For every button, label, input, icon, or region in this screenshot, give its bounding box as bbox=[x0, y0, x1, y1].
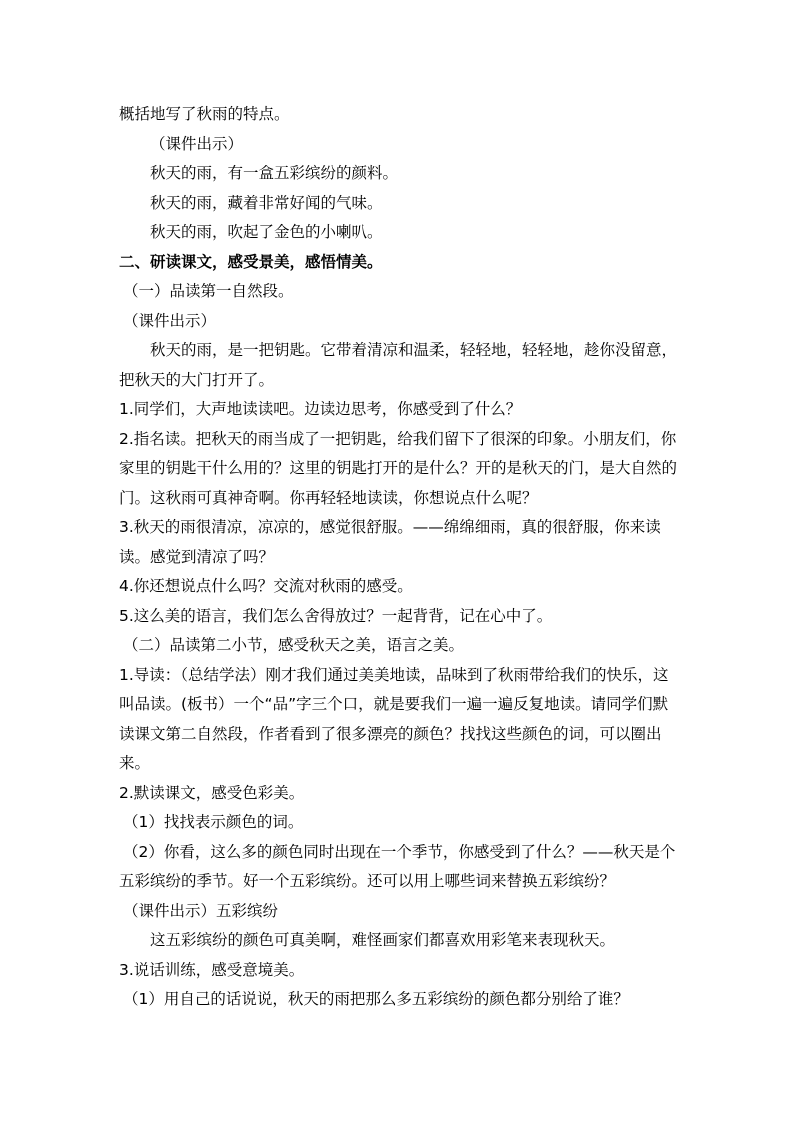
list-item: 3.秋天的雨很清凉，凉凉的，感觉很舒服。——绵绵细雨，真的很舒服，你来读读。感觉到清凉了吗？ bbox=[119, 518, 661, 566]
sub-list-item: （1）找找表示颜色的词。 bbox=[123, 813, 304, 831]
courseware-quote: 秋天的雨，是一把钥匙。它带着清凉和温柔，轻轻地，轻轻地，趁你没留意，把秋天的大门打开了。 bbox=[119, 341, 678, 389]
document-body bbox=[119, 100, 679, 1015]
list-item: 5.这么美的语言，我们怎么舍得放过？一起背背，记在心中了。 bbox=[119, 606, 553, 625]
section-heading: 二、研读课文，感受景美，感悟情美。 bbox=[119, 252, 383, 271]
list-item: 2.默读课文，感受色彩美。 bbox=[119, 783, 305, 802]
courseware-label: （课件出示） bbox=[123, 311, 217, 330]
list-item: 2.指名读。把秋天的雨当成了一把钥匙，给我们留下了很深的印象。小朋友们，你家里的钥匙干什么用的？这里的钥匙打开的是什么？开的是秋天的门，是大自然的门。这秋雨可真神奇啊。你再轻轻地读读，你想说点什么呢？ bbox=[119, 429, 678, 507]
list-item: 1.同学们，大声地读读吧。边读边思考，你感受到了什么？ bbox=[119, 400, 522, 418]
courseware-line: 秋天的雨，吹起了金色的小喇叭。 bbox=[150, 223, 383, 241]
sub-list-item: （1）用自己的话说说，秋天的雨把那么多五彩缤纷的颜色都分别给了谁？ bbox=[123, 990, 629, 1008]
subsection-heading: （一）品读第一自然段。 bbox=[123, 282, 294, 300]
courseware-line: 秋天的雨，藏着非常好闻的气味。 bbox=[150, 193, 383, 212]
paragraph-summary: 概括地写了秋雨的特点。 bbox=[119, 105, 290, 123]
courseware-line: 秋天的雨，有一盒五彩缤纷的颜料。 bbox=[150, 164, 399, 182]
courseware-label: （课件出示） bbox=[150, 134, 244, 153]
courseware-label: （课件出示）五彩缤纷 bbox=[123, 901, 279, 920]
sub-list-item: （2）你看，这么多的颜色同时出现在一个季节，你感受到了什么？——秋天是个五彩缤纷的季节。好一个五彩缤纷。还可以用上哪些词来替换五彩缤纷？ bbox=[119, 842, 676, 890]
list-item: 4.你还想说点什么吗？交流对秋雨的感受。 bbox=[119, 577, 413, 595]
paragraph: 这五彩缤纷的颜色可真美啊，难怪画家们都喜欢用彩笔来表现秋天。 bbox=[150, 931, 616, 949]
list-item: 3.说话训练，感受意境美。 bbox=[119, 960, 305, 979]
list-item: 1.导读：（总结学法）刚才我们通过美美地读，品味到了秋雨带给我们的快乐，这叫品读。(板书）一个“品”字三个口，就是要我们一遍一遍反复地读。请同学们默读课文第二自然段，作者看到了很多漂亮的颜色？找找这些颜色的词，可以圈出来。 bbox=[119, 665, 669, 772]
subsection-heading: （二）品读第二小节，感受秋天之美，语言之美。 bbox=[123, 636, 465, 654]
